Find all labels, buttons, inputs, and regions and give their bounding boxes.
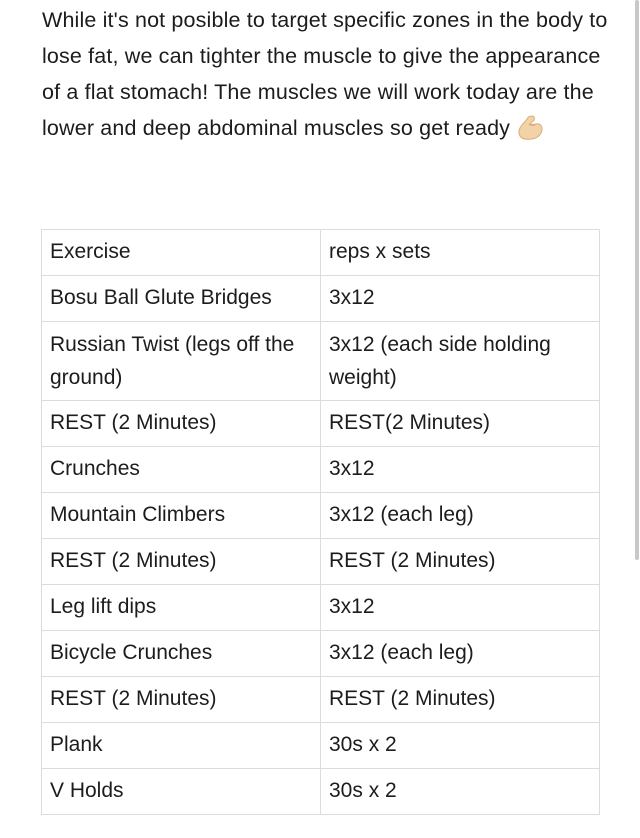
exercise-cell: REST (2 Minutes)	[42, 401, 321, 447]
column-header-reps-sets: reps x sets	[321, 230, 600, 276]
reps-cell: 3x12 (each leg)	[321, 493, 600, 539]
reps-cell: REST (2 Minutes)	[321, 539, 600, 585]
flexed-biceps-icon	[516, 114, 544, 140]
exercise-cell: V Holds	[42, 769, 321, 815]
column-header-exercise: Exercise	[42, 230, 321, 276]
reps-cell: 3x12	[321, 276, 600, 322]
table-row	[42, 493, 600, 539]
scrollbar[interactable]	[635, 0, 639, 560]
reps-cell: 30s x 2	[321, 769, 600, 815]
reps-cell: 30s x 2	[321, 723, 600, 769]
table-header-row	[42, 230, 600, 276]
table-row	[42, 677, 600, 723]
reps-cell: 3x12 (each side holding weight)	[321, 322, 600, 401]
exercise-cell: REST (2 Minutes)	[42, 677, 321, 723]
table-row	[42, 539, 600, 585]
table-row	[42, 585, 600, 631]
exercise-cell: REST (2 Minutes)	[42, 539, 321, 585]
exercise-cell: Mountain Climbers	[42, 493, 321, 539]
table-row	[42, 447, 600, 493]
exercise-cell: Bicycle Crunches	[42, 631, 321, 677]
exercise-cell: Bosu Ball Glute Bridges	[42, 276, 321, 322]
intro-text: While it's not posible to target specific zones in the body to lose fat, we can tighter the muscle to give the appearance of a flat stomach! The muscles we will work today are the lower and deep abdominal muscles so get ready	[42, 8, 608, 140]
exercise-cell: Russian Twist (legs off the ground)	[42, 322, 321, 401]
exercise-cell: Plank	[42, 723, 321, 769]
reps-cell: 3x12 (each leg)	[321, 631, 600, 677]
table-row	[42, 631, 600, 677]
table-row	[42, 322, 600, 401]
workout-table	[41, 229, 600, 815]
table-row	[42, 276, 600, 322]
intro-paragraph	[42, 2, 612, 146]
reps-cell: 3x12	[321, 585, 600, 631]
exercise-cell: Leg lift dips	[42, 585, 321, 631]
table-row	[42, 769, 600, 815]
reps-cell: 3x12	[321, 447, 600, 493]
table-row	[42, 401, 600, 447]
reps-cell: REST(2 Minutes)	[321, 401, 600, 447]
exercise-cell: Crunches	[42, 447, 321, 493]
reps-cell: REST (2 Minutes)	[321, 677, 600, 723]
table-row	[42, 723, 600, 769]
